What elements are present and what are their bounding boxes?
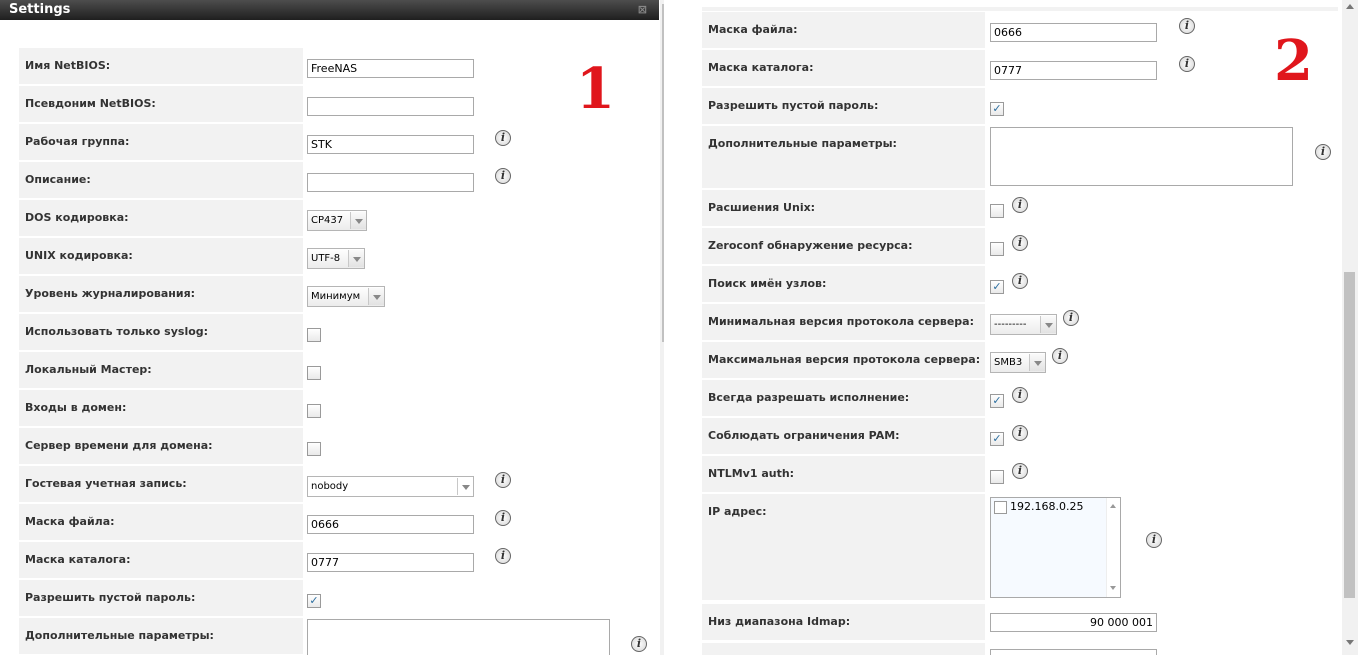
info-icon[interactable]: i bbox=[1315, 144, 1331, 160]
field-label: Входы в домен: bbox=[19, 390, 303, 426]
row-zeroconf bbox=[702, 228, 1302, 264]
row-local-master bbox=[19, 352, 619, 388]
idmap-low-input[interactable]: 90 000 001 bbox=[990, 613, 1157, 632]
obey-pam-checkbox[interactable]: ✓ bbox=[990, 432, 1004, 446]
field-label: Маска файла: bbox=[19, 504, 303, 540]
row-top-edge bbox=[702, 7, 1338, 11]
row-file-mask bbox=[19, 504, 619, 540]
row-netbios-alias bbox=[19, 86, 619, 122]
info-icon[interactable]: i bbox=[495, 548, 511, 564]
info-icon[interactable]: i bbox=[1179, 56, 1195, 72]
info-icon[interactable]: i bbox=[1146, 532, 1162, 548]
row-ntlmv1 bbox=[702, 456, 1302, 492]
field-label: Локальный Мастер: bbox=[19, 352, 303, 388]
row-null-password bbox=[19, 580, 619, 616]
info-icon[interactable]: i bbox=[1012, 387, 1028, 403]
pane-divider bbox=[664, 0, 680, 655]
field-label: Гостевая учетная запись: bbox=[19, 466, 303, 502]
row-time-server bbox=[19, 428, 619, 464]
marker-number: 1 bbox=[576, 56, 615, 122]
row-file-mask bbox=[702, 12, 1302, 48]
file-mask-input[interactable]: 0666 bbox=[307, 515, 474, 534]
chevron-down-icon bbox=[350, 212, 366, 229]
file-mask-input[interactable]: 0666 bbox=[990, 23, 1157, 42]
close-icon[interactable]: ⊠ bbox=[637, 3, 647, 16]
row-idmap-low bbox=[702, 604, 1302, 640]
scrollbar[interactable] bbox=[1106, 498, 1120, 597]
dialog-title: Settings bbox=[9, 2, 71, 17]
zeroconf-checkbox[interactable] bbox=[990, 242, 1004, 256]
row-dir-mask bbox=[702, 50, 1302, 86]
field-label: Максимальная версия протокола сервера: bbox=[702, 342, 985, 378]
row-workgroup bbox=[19, 124, 619, 160]
allow-execute-checkbox[interactable]: ✓ bbox=[990, 394, 1004, 408]
scroll-up-icon[interactable] bbox=[1346, 4, 1354, 9]
row-log-level bbox=[19, 276, 619, 312]
field-label: Поиск имён узлов: bbox=[702, 266, 985, 302]
field-label: IP адрес: bbox=[702, 494, 985, 600]
domain-logons-checkbox[interactable] bbox=[307, 404, 321, 418]
info-icon[interactable]: i bbox=[1012, 425, 1028, 441]
row-description bbox=[19, 162, 619, 198]
info-icon[interactable]: i bbox=[1012, 273, 1028, 289]
settings-dialog-2 bbox=[680, 0, 1368, 655]
field-label: Дополнительные параметры: bbox=[702, 126, 985, 188]
dir-mask-input[interactable]: 0777 bbox=[307, 553, 474, 572]
info-icon[interactable]: i bbox=[1063, 310, 1079, 326]
log-level-select[interactable] bbox=[307, 286, 385, 307]
netbios-name-input[interactable]: FreeNAS bbox=[307, 59, 474, 78]
scrollbar-thumb[interactable] bbox=[1344, 272, 1355, 598]
row-syslog-only bbox=[19, 314, 619, 350]
unix-extensions-checkbox[interactable] bbox=[990, 204, 1004, 218]
chevron-down-icon bbox=[457, 478, 473, 495]
min-protocol-select[interactable] bbox=[990, 314, 1057, 335]
field-label: Использовать только syslog: bbox=[19, 314, 303, 350]
row-aux-params bbox=[19, 618, 659, 655]
field-label: Псевдоним NetBIOS: bbox=[19, 86, 303, 122]
workgroup-input[interactable]: STK bbox=[307, 135, 474, 154]
field-label: Расшиения Unix: bbox=[702, 190, 985, 226]
row-hostname-lookups bbox=[702, 266, 1302, 302]
field-label: Имя NetBIOS: bbox=[19, 48, 303, 84]
field-label: Рабочая группа: bbox=[19, 124, 303, 160]
list-item[interactable] bbox=[994, 500, 1083, 514]
info-icon[interactable]: i bbox=[1012, 463, 1028, 479]
row-null-password bbox=[702, 88, 1302, 124]
info-icon[interactable]: i bbox=[495, 510, 511, 526]
dir-mask-input[interactable]: 0777 bbox=[990, 61, 1157, 80]
field-label: Низ диапазона Idmap: bbox=[702, 604, 985, 640]
dos-charset-select[interactable] bbox=[307, 210, 367, 231]
field-label: Описание: bbox=[19, 162, 303, 198]
info-icon[interactable]: i bbox=[1012, 197, 1028, 213]
field-label: DOS кодировка: bbox=[19, 200, 303, 236]
row-unix-extensions bbox=[702, 190, 1302, 226]
row-unix-charset bbox=[19, 238, 619, 274]
select-value: CP437 bbox=[311, 215, 344, 226]
list-item-label: 192.168.0.25 bbox=[1010, 500, 1084, 513]
description-input[interactable] bbox=[307, 173, 474, 192]
bind-ip-listbox[interactable] bbox=[990, 497, 1121, 598]
row-guest-account bbox=[19, 466, 619, 502]
chevron-down-icon bbox=[1040, 316, 1056, 333]
field-label: Маска каталога: bbox=[19, 542, 303, 578]
scroll-up-icon[interactable] bbox=[1110, 504, 1116, 508]
select-value: --------- bbox=[994, 319, 1027, 330]
scroll-down-icon[interactable] bbox=[1346, 640, 1354, 645]
ntlmv1-checkbox[interactable] bbox=[990, 470, 1004, 484]
scrollbar[interactable] bbox=[1342, 0, 1358, 655]
info-icon[interactable]: i bbox=[1012, 235, 1028, 251]
select-value: Минимум bbox=[311, 291, 361, 302]
chevron-down-icon bbox=[1029, 354, 1045, 371]
aux-params-textarea[interactable] bbox=[990, 127, 1293, 186]
row-allow-execute bbox=[702, 380, 1302, 416]
chevron-down-icon bbox=[368, 288, 384, 305]
local-master-checkbox[interactable] bbox=[307, 366, 321, 380]
list-item-checkbox[interactable] bbox=[994, 501, 1007, 514]
info-icon[interactable]: i bbox=[631, 636, 647, 652]
row-netbios-name bbox=[19, 48, 619, 84]
field-label: Дополнительные параметры: bbox=[19, 618, 303, 654]
info-icon[interactable]: i bbox=[1179, 18, 1195, 34]
field-label: Маска каталога: bbox=[702, 50, 985, 86]
dialog-titlebar bbox=[0, 0, 659, 20]
field-label: Разрешить пустой пароль: bbox=[19, 580, 303, 616]
info-icon[interactable]: i bbox=[495, 472, 511, 488]
hostname-lookups-checkbox[interactable]: ✓ bbox=[990, 280, 1004, 294]
guest-account-select[interactable] bbox=[307, 476, 474, 497]
field-label: Маска файла: bbox=[702, 12, 985, 48]
unix-charset-select[interactable] bbox=[307, 248, 365, 269]
field-label: Минимальная версия протокола сервера: bbox=[702, 304, 985, 340]
aux-params-textarea[interactable] bbox=[307, 619, 610, 655]
chevron-down-icon bbox=[348, 250, 364, 267]
field-label: Разрешить пустой пароль: bbox=[702, 88, 985, 124]
row-dir-mask bbox=[19, 542, 619, 578]
scroll-down-icon[interactable] bbox=[1110, 586, 1116, 590]
info-icon[interactable]: i bbox=[1052, 348, 1068, 364]
marker-number: 2 bbox=[1274, 28, 1313, 94]
row-aux-params bbox=[702, 126, 1342, 188]
settings-dialog-1 bbox=[0, 0, 676, 655]
info-icon[interactable]: i bbox=[495, 130, 511, 146]
row-obey-pam bbox=[702, 418, 1302, 454]
field-label: Уровень журналирования: bbox=[19, 276, 303, 312]
field-label: NTLMv1 auth: bbox=[702, 456, 985, 492]
field-label: Zeroconf обнаружение ресурса: bbox=[702, 228, 985, 264]
max-protocol-select[interactable] bbox=[990, 352, 1046, 373]
select-value: SMB3 bbox=[994, 357, 1023, 368]
row-bind-ip bbox=[702, 494, 1302, 600]
syslog-only-checkbox[interactable] bbox=[307, 328, 321, 342]
null-password-checkbox[interactable]: ✓ bbox=[307, 594, 321, 608]
row-next-label bbox=[702, 643, 985, 655]
next-input[interactable] bbox=[990, 649, 1157, 655]
row-dos-charset bbox=[19, 200, 619, 236]
field-label: Сервер времени для домена: bbox=[19, 428, 303, 464]
netbios-alias-input[interactable] bbox=[307, 97, 474, 116]
time-server-checkbox[interactable] bbox=[307, 442, 321, 456]
field-label: UNIX кодировка: bbox=[19, 238, 303, 274]
row-domain-logons bbox=[19, 390, 619, 426]
info-icon[interactable]: i bbox=[495, 168, 511, 184]
select-value: nobody bbox=[311, 481, 349, 492]
field-label: Соблюдать ограничения PAM: bbox=[702, 418, 985, 454]
field-label: Всегда разрешать исполнение: bbox=[702, 380, 985, 416]
row-max-protocol bbox=[702, 342, 1302, 378]
row-min-protocol bbox=[702, 304, 1302, 340]
select-value: UTF-8 bbox=[311, 253, 341, 264]
null-password-checkbox[interactable]: ✓ bbox=[990, 102, 1004, 116]
